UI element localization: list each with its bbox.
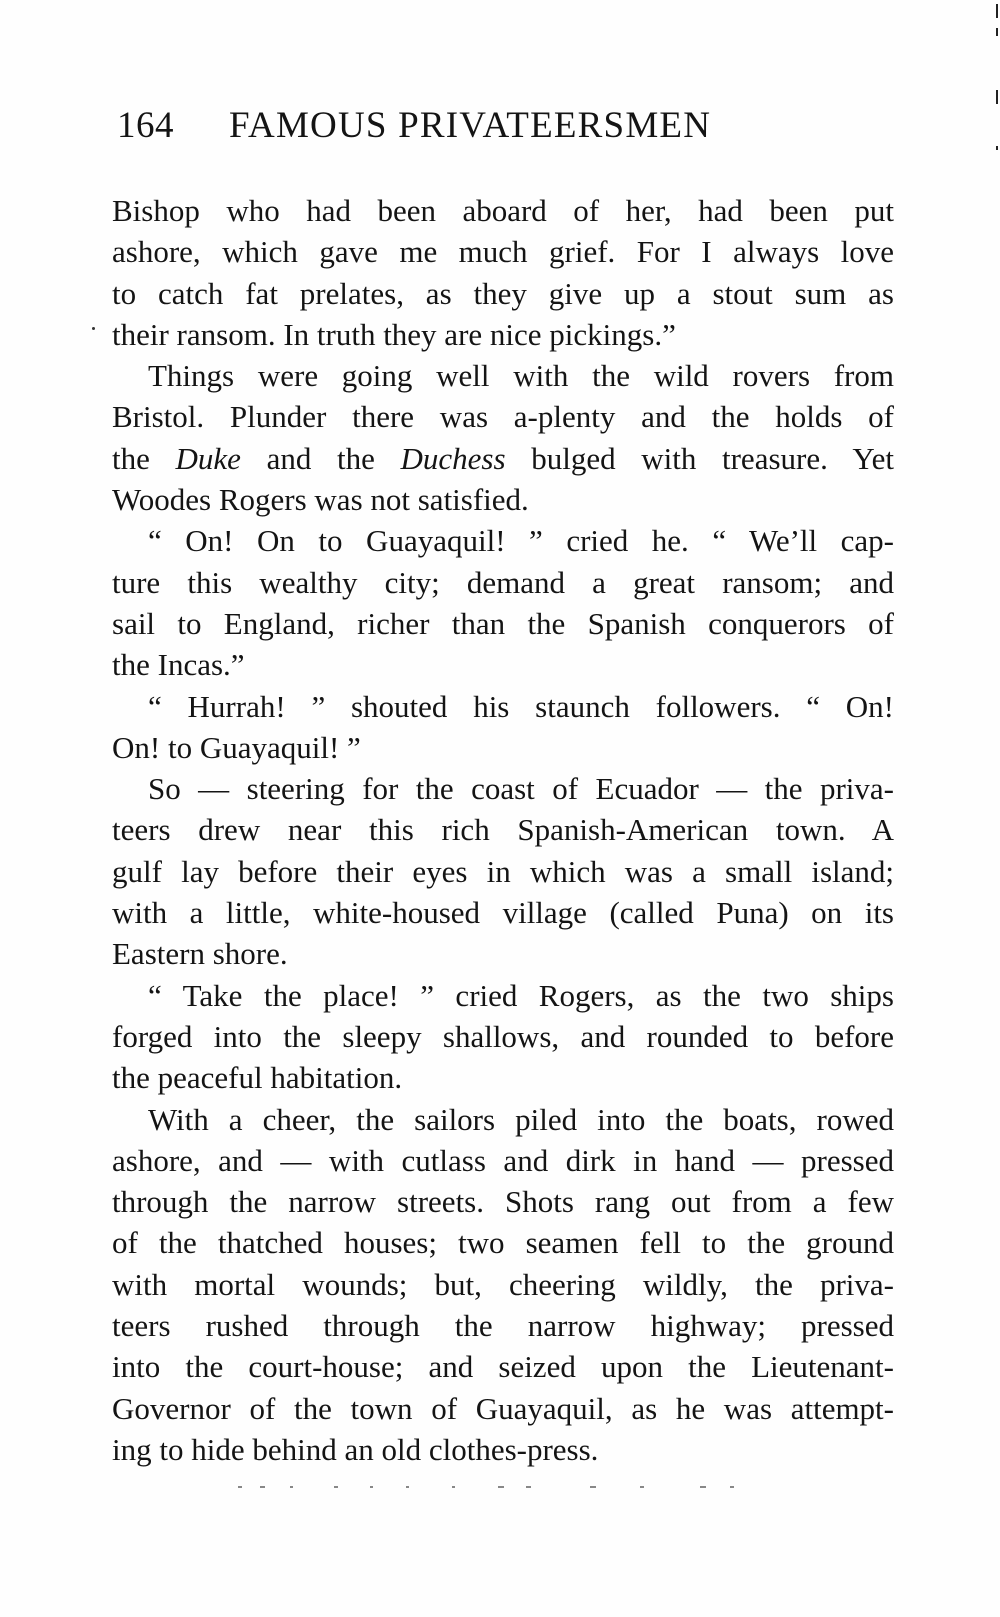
text-segment: with a little, white-housed village (called Puna) on its (112, 895, 894, 931)
text-line (112, 851, 894, 892)
text-line (112, 1305, 894, 1346)
text-segment: “ Take the place! ” cried Rogers, as the two ships (148, 977, 894, 1013)
text-segment: “ Hurrah! ” shouted his staunch followers. “ On! (148, 688, 894, 724)
text-line (112, 1016, 894, 1057)
body-text (112, 190, 894, 1470)
text-segment: the peaceful habitation. (112, 1060, 403, 1096)
text-segment: “ On! On to Guayaquil! ” cried he. “ We’ll cap- (148, 523, 894, 559)
text-line (112, 1099, 894, 1140)
text-segment: Eastern shore. (112, 936, 288, 972)
page-header (117, 104, 897, 154)
text-segment: So — steering for the coast of Ecuador — the priva- (148, 771, 894, 807)
text-segment: ture this wealthy city; demand a great ransom; and (112, 564, 894, 600)
text-line (112, 1140, 894, 1181)
text-line (112, 1181, 894, 1222)
text-segment: and the (240, 440, 401, 476)
text-line (112, 1264, 894, 1305)
italic-ship-name: Duke (175, 440, 241, 476)
text-line (112, 1429, 894, 1470)
text-segment: Bristol. Plunder there was a-plenty and the holds of (112, 399, 894, 435)
text-segment: ing to hide behind an old clothes-press. (112, 1431, 599, 1467)
text-segment: Woodes Rogers was not satisfied. (112, 482, 529, 518)
text-segment: bulged with treasure. Yet (505, 440, 894, 476)
text-line (112, 562, 894, 603)
text-segment: the (112, 440, 176, 476)
text-line (112, 1346, 894, 1387)
text-segment: ashore, and — with cutlass and dirk in hand — pressed (112, 1142, 894, 1178)
text-line (112, 1222, 894, 1263)
text-line (112, 768, 894, 809)
text-segment: their ransom. In truth they are nice pickings.” (112, 316, 676, 352)
text-line (112, 438, 894, 479)
text-line (112, 727, 894, 768)
text-line (112, 355, 894, 396)
text-line (112, 686, 894, 727)
text-segment: ashore, which gave me much grief. For I always love (112, 234, 894, 270)
text-segment: with mortal wounds; but, cheering wildly, the priva- (112, 1266, 894, 1302)
text-segment: With a cheer, the sailors piled into the boats, rowed (148, 1101, 894, 1137)
text-line (112, 933, 894, 974)
text-line (112, 975, 894, 1016)
scan-edge-marks (994, 0, 1000, 160)
text-line (112, 231, 894, 272)
text-line (112, 1057, 894, 1098)
running-title: FAMOUS PRIVATEERSMEN (229, 105, 712, 146)
text-segment: forged into the sleepy shallows, and rounded to before (112, 1018, 894, 1054)
text-segment: Things were going well with the wild rovers from (148, 358, 894, 394)
page-number: 164 (117, 105, 174, 146)
text-line (112, 273, 894, 314)
text-line (112, 520, 894, 561)
text-line (112, 314, 894, 355)
text-segment: of the thatched houses; two seamen fell to the ground (112, 1225, 894, 1261)
text-line (112, 479, 894, 520)
text-segment: gulf lay before their eyes in which was a small island; (112, 853, 894, 889)
text-line (112, 809, 894, 850)
text-segment: to catch fat prelates, as they give up a stout sum as (112, 275, 894, 311)
text-segment: the Incas.” (112, 647, 245, 683)
text-segment: sail to England, richer than the Spanish conquerors of (112, 605, 894, 641)
text-line (112, 603, 894, 644)
text-line (112, 892, 894, 933)
text-segment: through the narrow streets. Shots rang out from a few (112, 1184, 894, 1220)
text-segment: Bishop who had been aboard of her, had been put (112, 193, 894, 228)
text-line (112, 190, 894, 231)
cut-off-next-line (230, 1486, 750, 1492)
text-segment: teers rushed through the narrow highway; pressed (112, 1308, 894, 1344)
text-segment: into the court-house; and seized upon the Lieutenant- (112, 1349, 894, 1385)
text-line (112, 644, 894, 685)
text-segment: On! to Guayaquil! ” (112, 729, 361, 765)
stray-ink-mark (92, 327, 95, 330)
text-line (112, 1388, 894, 1429)
text-line (112, 396, 894, 437)
italic-ship-name: Duchess (400, 440, 506, 476)
text-segment: Governor of the town of Guayaquil, as he was attempt- (112, 1390, 894, 1426)
text-segment: teers drew near this rich Spanish-American town. A (112, 812, 894, 848)
